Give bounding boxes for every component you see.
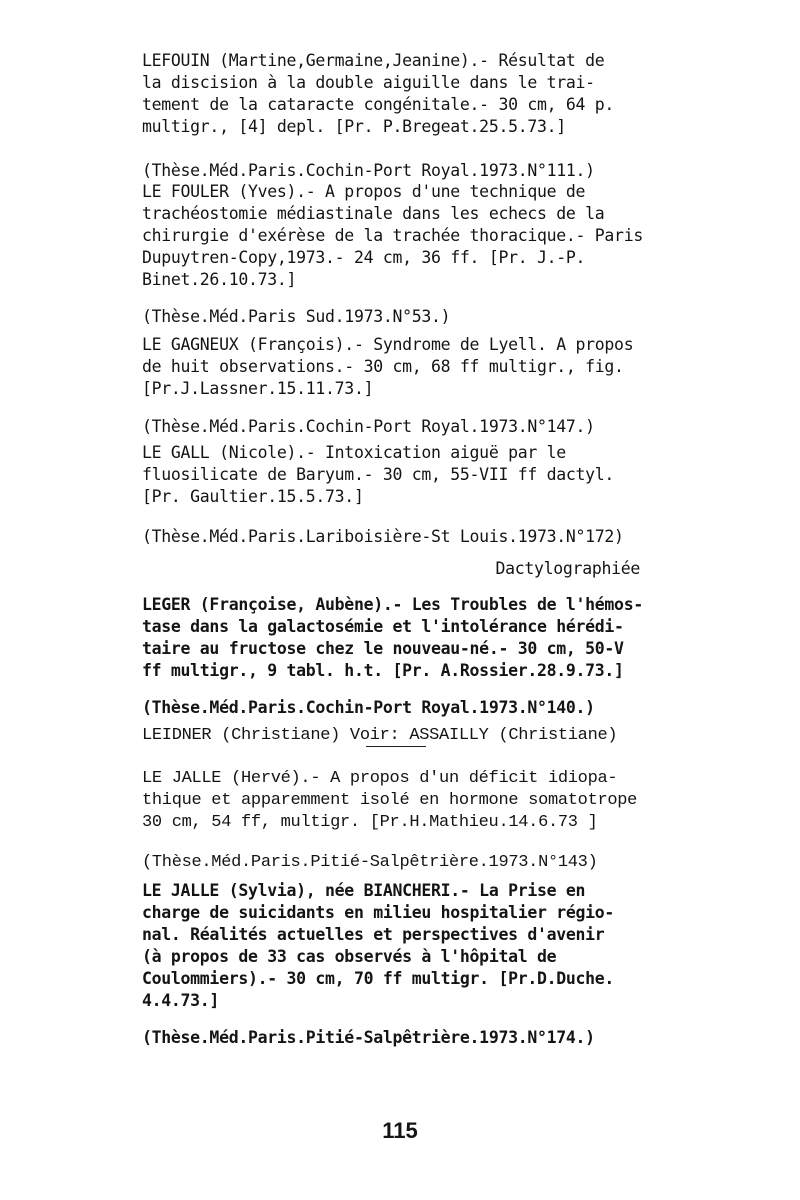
entry-lefouin-line-1: LEFOUIN (Martine,Germaine,Jeanine).- Résultat de (142, 51, 605, 70)
entry-le-jalle-herve-source: (Thèse.Méd.Paris.Pitié-Salpêtrière.1973.N°143) (142, 853, 598, 872)
entry-le-fouler-line-4: Dupuytren-Copy,1973.- 24 cm, 36 ff. [Pr. J.-P. (142, 248, 586, 267)
entry-le-jalle-sylvia-line-3: nal. Réalités actuelles et perspectives d'avenir (142, 925, 605, 944)
entry-le-jalle-sylvia-source: (Thèse.Méd.Paris.Pitié-Salpêtrière.1973.N°174.) (142, 1028, 595, 1047)
entry-le-fouler-line-5: Binet.26.10.73.] (142, 270, 297, 289)
entry-leger-line-2: tase dans la galactosémie et l'intolérance hérédi- (142, 617, 624, 636)
entry-le-jalle-sylvia-line-6: 4.4.73.] (142, 991, 220, 1010)
entry-lefouin-line-2: la discision à la double aiguille dans le trai- (142, 73, 595, 92)
entry-le-jalle-sylvia-line-2: charge de suicidants en milieu hospitalier régio- (142, 903, 615, 922)
entry-le-gagneux-line-1: LE GAGNEUX (François).- Syndrome de Lyell. A propos (142, 335, 634, 354)
page-number: 115 (382, 1118, 418, 1143)
entry-le-gall-source: (Thèse.Méd.Paris.Lariboisière-St Louis.1973.N°172) (142, 527, 624, 546)
entry-lefouin-source: (Thèse.Méd.Paris.Cochin-Port Royal.1973.N°111.) (142, 161, 595, 180)
entry-le-gall-line-1: LE GALL (Nicole).- Intoxication aiguë par le (142, 443, 566, 462)
entry-le-fouler-line-2: trachéostomie médiastinale dans les echecs de la (142, 204, 605, 223)
entry-le-jalle-herve-line-2: thique et apparemment isolé en hormone somatotrope (142, 791, 638, 810)
entry-le-fouler-line-1: LE FOULER (Yves).- A propos d'une technique de (142, 182, 586, 201)
entry-le-jalle-herve-line-1: LE JALLE (Hervé).- A propos d'un déficit idiopa- (142, 769, 618, 788)
entry-leger-line-1: LEGER (Françoise, Aubène).- Les Troubles de l'hémos- (142, 595, 643, 614)
voir-underline (366, 746, 426, 747)
entry-le-gall-line-3: [Pr. Gaultier.15.5.73.] (142, 487, 364, 506)
entry-le-gagneux-line-3: [Pr.J.Lassner.15.11.73.] (142, 379, 374, 398)
entry-le-fouler-line-3: chirurgie d'exérèse de la trachée thoracique.- Paris (142, 226, 643, 245)
entry-le-jalle-sylvia-line-4: (à propos de 33 cas observés à l'hôpital de (142, 947, 557, 966)
entry-leger-line-4: ff multigr., 9 tabl. h.t. [Pr. A.Rossier.28.9.73.] (142, 661, 624, 680)
entry-lefouin-line-3: tement de la cataracte congénitale.- 30 cm, 64 p. (142, 95, 615, 114)
entry-leidner-see-reference: LEIDNER (Christiane) Voir: ASSAILLY (Christiane) (142, 726, 618, 745)
entry-le-jalle-sylvia-line-1: LE JALLE (Sylvia), née BIANCHERI.- La Prise en (142, 881, 586, 900)
entry-lefouin-line-4: multigr., [4] depl. [Pr. P.Bregeat.25.5.73.] (142, 117, 566, 136)
entry-le-jalle-herve-line-3: 30 cm, 54 ff, multigr. [Pr.H.Mathieu.14.6.73 ] (142, 813, 598, 832)
entry-le-jalle-sylvia-line-5: Coulommiers).- 30 cm, 70 ff multigr. [Pr.D.Duche. (142, 969, 615, 988)
entry-le-fouler-source: (Thèse.Méd.Paris Sud.1973.N°53.) (142, 307, 451, 326)
entry-le-gagneux-source: (Thèse.Méd.Paris.Cochin-Port Royal.1973.N°147.) (142, 417, 595, 436)
entry-le-gall-line-2: fluosilicate de Baryum.- 30 cm, 55-VII ff dactyl. (142, 465, 615, 484)
entry-le-gagneux-line-2: de huit observations.- 30 cm, 68 ff multigr., fig. (142, 357, 624, 376)
entry-le-gall-note: Dactylographiée (495, 559, 640, 578)
entry-leger-line-3: taire au fructose chez le nouveau-né.- 30 cm, 50-V (142, 639, 624, 658)
entry-leger-source: (Thèse.Méd.Paris.Cochin-Port Royal.1973.N°140.) (142, 698, 595, 717)
